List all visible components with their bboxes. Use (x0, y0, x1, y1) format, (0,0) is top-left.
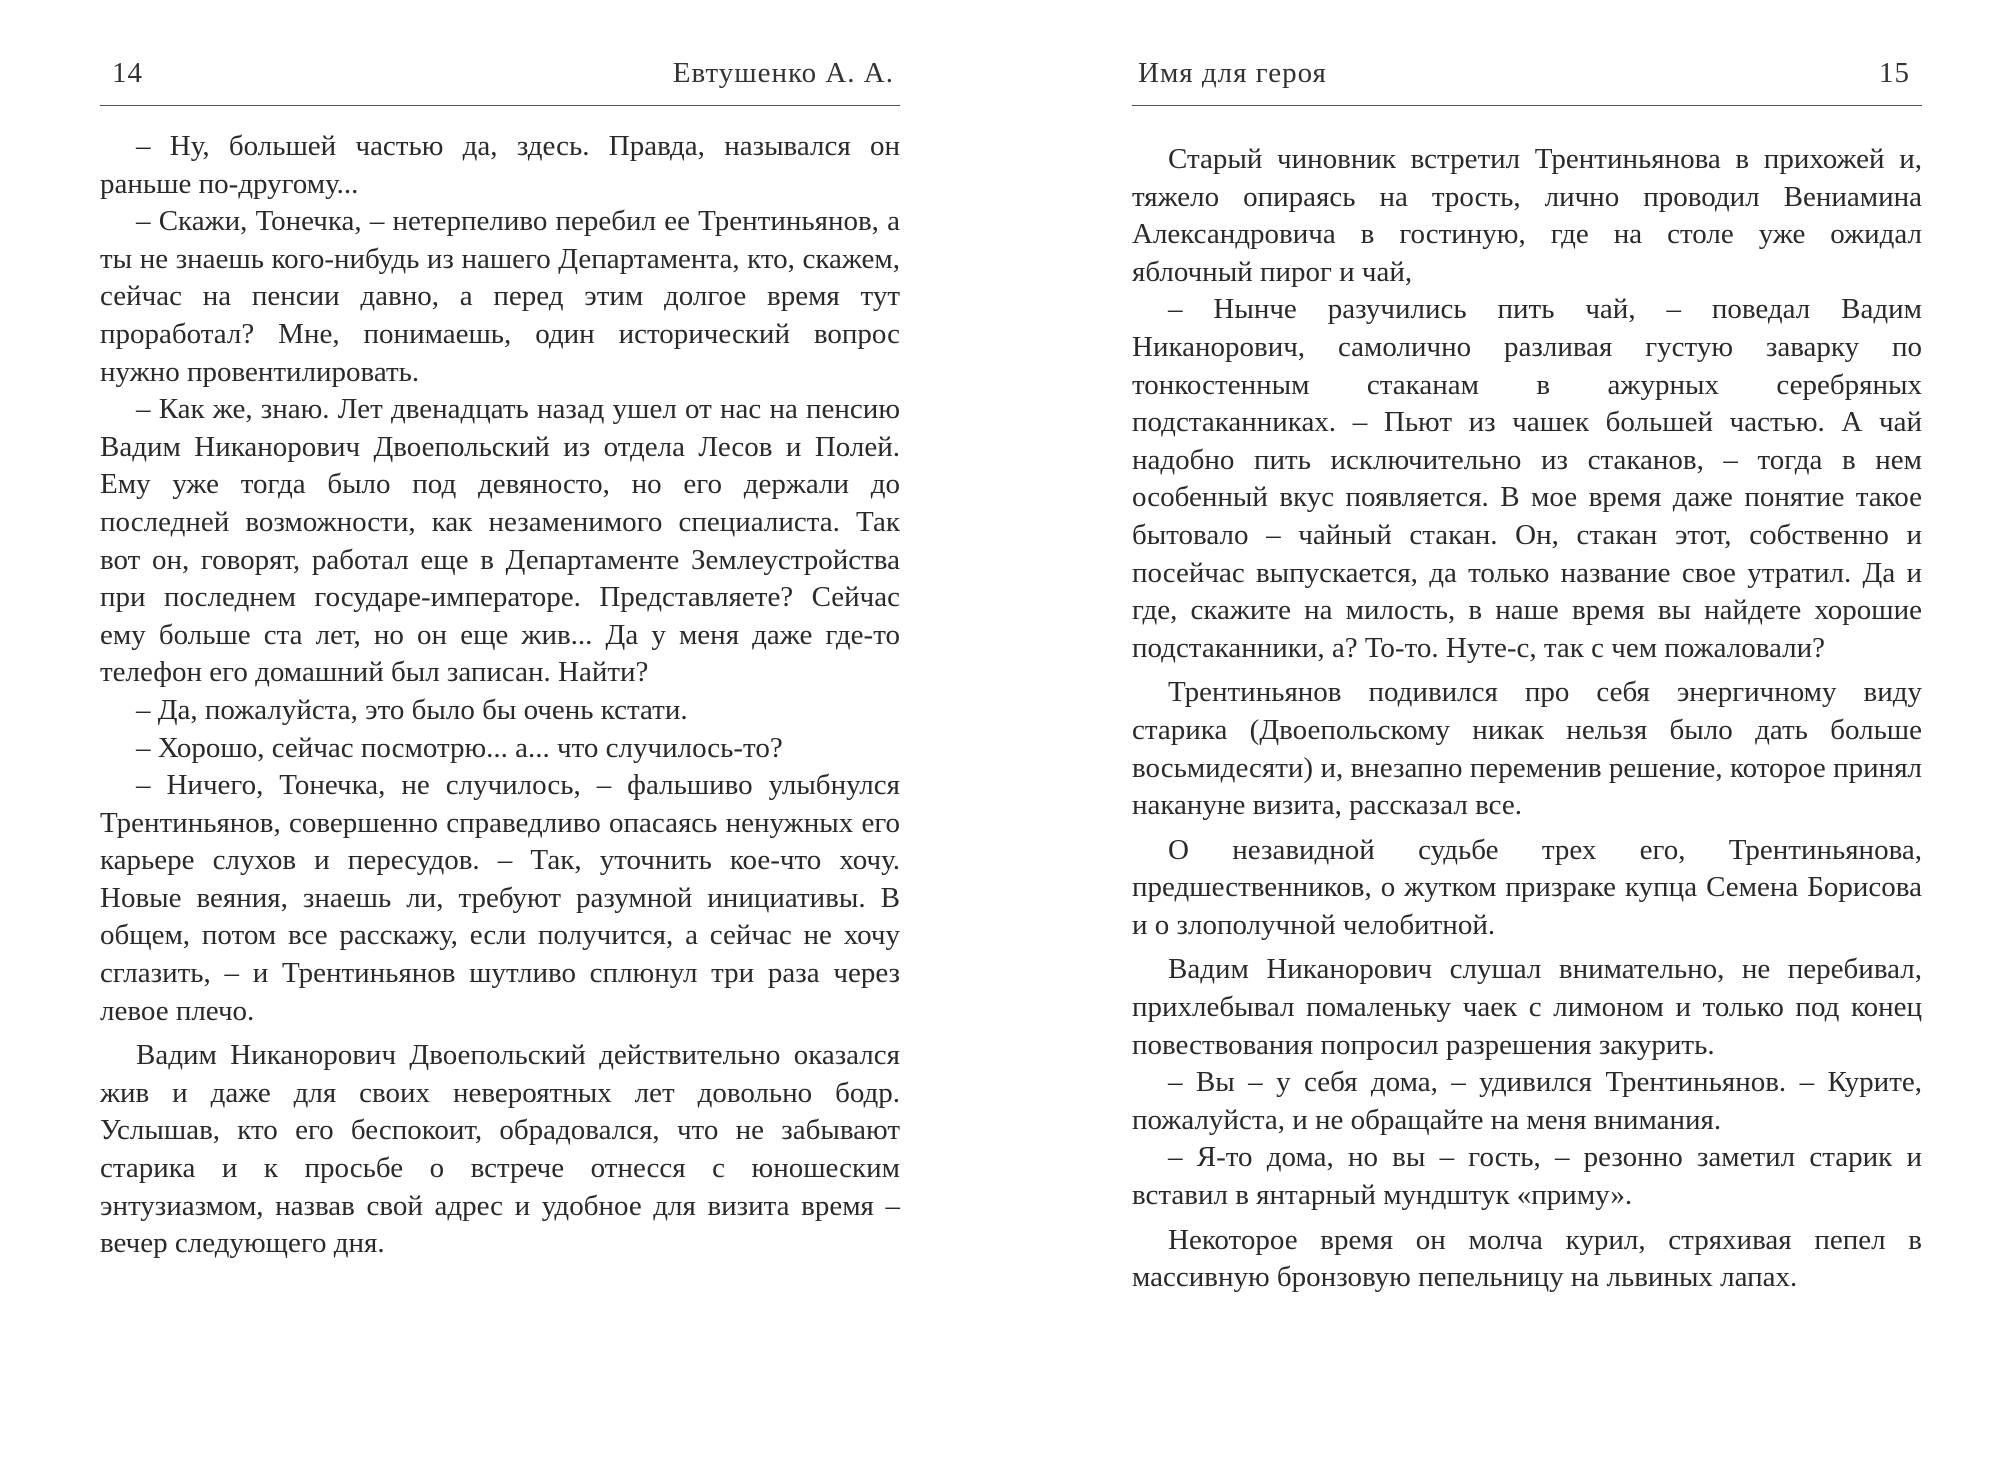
paragraph: – Ничего, Тонечка, не случилось, – фальшиво улыбнулся Трентиньянов, совершенно справедливо опасаясь ненужных его карьере слухов и пересудов. – Так, уточнить кое-что хочу. Новые веяния, знаешь ли, требуют разумной инициативы. В общем, потом все расскажу, если получится, а сейчас не хочу сглазить, – и Трентиньянов шутливо сплюнул три раза через левое плечо. (100, 769, 900, 1027)
running-head-author: Евтушенко А. А. (672, 57, 894, 89)
paragraph: – Ну, большей частью да, здесь. Правда, назывался он раньше по-другому... (100, 130, 900, 200)
paragraph: О незавидной судьбе трех его, Трентиньянова, предшественников, о жутком призраке купца Семена Борисова и о злополучной челобитной. (1132, 833, 1922, 941)
paragraph: – Да, пожалуйста, это было бы очень кстати. (136, 693, 688, 726)
paragraph: – Скажи, Тонечка, – нетерпеливо перебил ее Трентиньянов, а ты не знаешь кого-нибудь из нашего Департамента, кто, скажем, сейчас на пенсии давно, а перед этим долгое время тут проработал? Мне, понимаешь, один исторический вопрос нужно провентилировать. (100, 205, 900, 388)
paragraph: – Я-то дома, но вы – гость, – резонно заметил старик и вставил в янтарный мундштук «приму». (1132, 1141, 1922, 1212)
paragraph: Трентиньянов подивился про себя энергичному виду старика (Двоепольскому никак нельзя было дать больше восьмидесяти) и, внезапно переменив решение, которое принял накануне визита, рассказал все. (1132, 676, 1922, 822)
paragraph: Некоторое время он молча курил, стряхивая пепел в массивную бронзовую пепельницу на львиных лапах. (1132, 1223, 1922, 1294)
left-running-head (100, 55, 900, 106)
paragraph: – Нынче разучились пить чай, – поведал Вадим Никанорович, самолично разливая густую заварку по тонкостенным стаканам в ажурных серебряных подстаканниках. – Пьют из чашек большей частью. А чай надобно пить исключительно из стаканов, – тогда в нем особенный вкус появляется. В мое время даже понятие такое бытовало – чайный стакан. Он, стакан этот, собственно и посейчас выпускается, да только название свое утратил. Да и где, скажите на милость, в наше время вы найдете хорошие подстаканники, а? То-то. Нуте-с, так с чем пожаловали? (1132, 293, 1922, 664)
right-page (1132, 0, 1922, 1475)
page-number: 14 (112, 57, 143, 89)
paragraph: Вадим Никанорович слушал внимательно, не перебивал, прихлебывал помаленьку чаек с лимоном и только под конец повествования попросил разрешения закурить. (1132, 953, 1922, 1061)
page-number: 15 (1879, 57, 1910, 89)
left-page (100, 0, 900, 1475)
paragraph: Старый чиновник встретил Трентиньянова в прихожей и, тяжело опираясь на трость, лично проводил Вениамина Александровича в гостиную, где на столе уже ожидал яблочный пирог и чай, (1132, 143, 1922, 288)
right-page-text (1132, 141, 1922, 1297)
right-running-head (1132, 55, 1922, 106)
paragraph: Вадим Никанорович Двоепольский действительно оказался жив и даже для своих невероятных лет довольно бодр. Услышав, кто его беспокоит, обрадовался, что не забывают старика и к просьбе о встрече отнесся с юношеским энтузиазмом, назвав свой адрес и удобное для визита время – вечер следующего дня. (100, 1039, 900, 1260)
paragraph: – Хорошо, сейчас посмотрю... а... что случилось-то? (136, 731, 783, 764)
paragraph: – Вы – у себя дома, – удивился Трентиньянов. – Курите, пожалуйста, и не обращайте на меня внимания. (1132, 1066, 1922, 1136)
paragraph: – Как же, знаю. Лет двенадцать назад ушел от нас на пенсию Вадим Никанорович Двоепольский из отдела Лесов и Полей. Ему уже тогда было под девяносто, но его держали до последней возможности, как незаменимого специалиста. Так вот он, говорят, работал еще в Департаменте Землеустройства при последнем государе-императоре. Представляете? Сейчас ему больше ста лет, но он еще жив... Да у меня даже где-то телефон его домашний был записан. Найти? (100, 393, 900, 689)
running-head-title: Имя для героя (1138, 57, 1327, 89)
left-page-text (100, 128, 900, 1263)
